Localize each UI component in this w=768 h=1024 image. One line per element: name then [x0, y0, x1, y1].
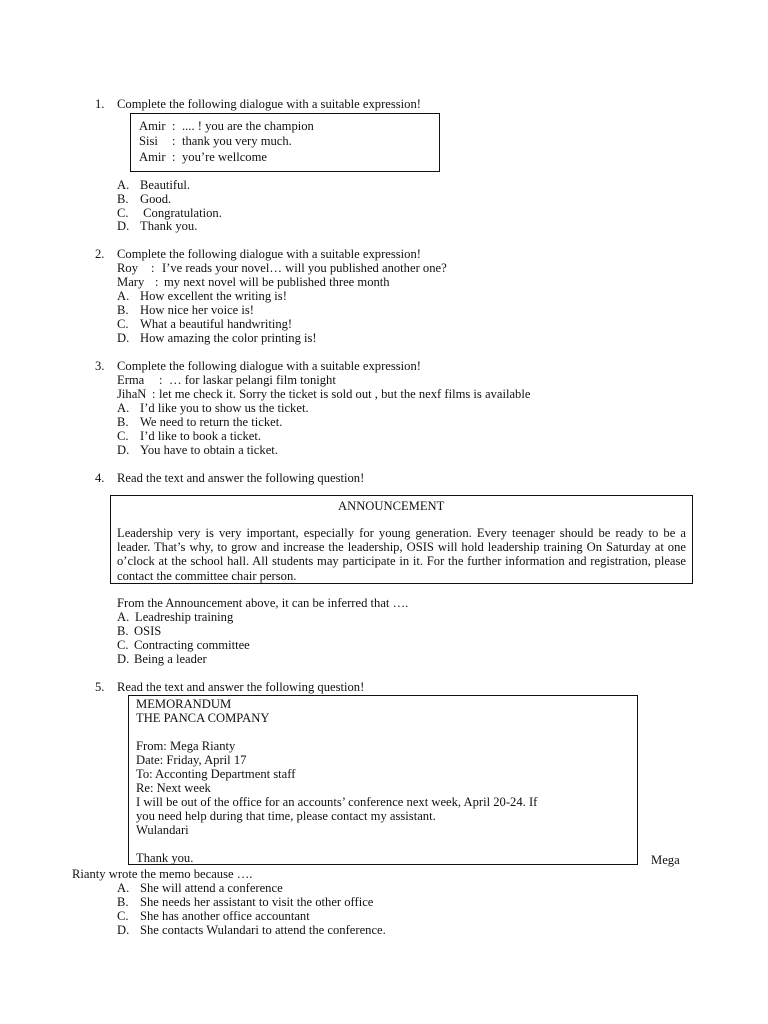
option-letter: B.	[117, 415, 129, 429]
option-text: I’d like you to show us the ticket.	[140, 401, 309, 415]
memo-date: Date: Friday, April 17	[136, 753, 247, 767]
option-letter: C.	[117, 909, 129, 923]
dialogue-speaker: Sisi	[139, 134, 158, 148]
option-text: She has another office accountant	[140, 909, 310, 923]
option-text: How amazing the color printing is!	[140, 331, 317, 345]
option-text: She needs her assistant to visit the other office	[140, 895, 374, 909]
question-text: From the Announcement above, it can be inferred that ….	[117, 596, 409, 610]
announcement-body: Leadership very is very important, especially for young generation. Every teenager should be ready to be a leader. That’s why, to grow and increase the leadership, OSIS will hold leadership training On Saturday at one o’clock at the school hall. All students may participate in it. For the further information and registration, please contact the committee chair person.	[117, 526, 686, 583]
dialogue-separator: :	[151, 261, 155, 275]
option-letter: D.	[117, 331, 130, 345]
option-text: Congratulation.	[140, 206, 222, 220]
option-text: We need to return the ticket.	[140, 415, 283, 429]
memo-body-line: I will be out of the office for an accounts’ conference next week, April 20-24. If	[136, 795, 538, 809]
question-text: Rianty wrote the memo because ….	[72, 867, 253, 881]
dialogue-line: .... ! you are the champion	[182, 119, 314, 133]
dialogue-speaker: Mary	[117, 275, 145, 289]
option-letter: A.	[117, 289, 130, 303]
dialogue-line: my next novel will be published three month	[164, 275, 390, 289]
dialogue-separator: :	[159, 373, 163, 387]
option-letter: D.	[117, 219, 130, 233]
option-text: She will attend a conference	[140, 881, 283, 895]
question-prompt: Read the text and answer the following question!	[117, 471, 365, 485]
option-letter: C.	[117, 206, 129, 220]
option-text: Thank you.	[140, 219, 198, 233]
question-text-start: Mega	[651, 853, 680, 867]
dialogue-line: I’ve reads your novel… will you published another one?	[162, 261, 447, 275]
option-text: How nice her voice is!	[140, 303, 255, 317]
announcement-title: ANNOUNCEMENT	[338, 499, 445, 513]
memo-heading: MEMORANDUM	[136, 697, 232, 711]
option-letter: D.	[117, 652, 130, 666]
memo-signoff: Thank you.	[136, 851, 194, 865]
dialogue-separator: :	[172, 150, 176, 164]
option-text: How excellent the writing is!	[140, 289, 287, 303]
option-text: Contracting committee	[134, 638, 250, 652]
memo-to: To: Acconting Department staff	[136, 767, 296, 781]
question-prompt: Complete the following dialogue with a suitable expression!	[117, 247, 421, 261]
memo-from: From: Mega Rianty	[136, 739, 236, 753]
question-number: 3.	[95, 359, 105, 373]
option-text: Beautiful.	[140, 178, 191, 192]
question-number: 2.	[95, 247, 105, 261]
option-letter: C.	[117, 429, 129, 443]
dialogue-speaker: Amir	[139, 119, 166, 133]
option-text: Leadreship training	[135, 610, 234, 624]
option-text: OSIS	[134, 624, 162, 638]
dialogue-line: let me check it. Sorry the ticket is sold out , but the nexf films is available	[159, 387, 531, 401]
memo-re: Re: Next week	[136, 781, 211, 795]
option-letter: B.	[117, 895, 129, 909]
dialogue-speaker: Roy	[117, 261, 138, 275]
option-letter: A.	[117, 401, 130, 415]
question-prompt: Complete the following dialogue with a suitable expression!	[117, 97, 421, 111]
dialogue-line: you’re wellcome	[182, 150, 267, 164]
dialogue-separator: :	[155, 275, 159, 289]
option-letter: A.	[117, 881, 130, 895]
question-number: 1.	[95, 97, 105, 111]
question-prompt: Complete the following dialogue with a suitable expression!	[117, 359, 421, 373]
option-letter: D.	[117, 923, 130, 937]
option-letter: B.	[117, 624, 129, 638]
dialogue-speaker: Amir	[139, 150, 166, 164]
option-letter: A.	[117, 610, 130, 624]
dialogue-speaker: JihaN	[117, 387, 147, 401]
option-letter: C.	[117, 317, 129, 331]
option-letter: A.	[117, 178, 130, 192]
question-number: 4.	[95, 471, 105, 485]
option-text: You have to obtain a ticket.	[140, 443, 278, 457]
memo-company: THE PANCA COMPANY	[136, 711, 270, 725]
dialogue-separator: :	[172, 119, 176, 133]
memo-body-line: you need help during that time, please contact my assistant.	[136, 809, 436, 823]
option-text: She contacts Wulandari to attend the conference.	[140, 923, 386, 937]
dialogue-line: thank you very much.	[182, 134, 292, 148]
option-text: Good.	[140, 192, 172, 206]
option-letter: B.	[117, 303, 129, 317]
dialogue-separator: :	[152, 387, 156, 401]
memo-assistant: Wulandari	[136, 823, 189, 837]
option-letter: B.	[117, 192, 129, 206]
option-letter: C.	[117, 638, 129, 652]
dialogue-separator: :	[172, 134, 176, 148]
question-prompt: Read the text and answer the following question!	[117, 680, 365, 694]
option-letter: D.	[117, 443, 130, 457]
dialogue-line: … for laskar pelangi film tonight	[169, 373, 336, 387]
option-text: I’d like to book a ticket.	[140, 429, 262, 443]
dialogue-speaker: Erma	[117, 373, 145, 387]
question-number: 5.	[95, 680, 105, 694]
option-text: What a beautiful handwriting!	[140, 317, 293, 331]
option-text: Being a leader	[134, 652, 207, 666]
